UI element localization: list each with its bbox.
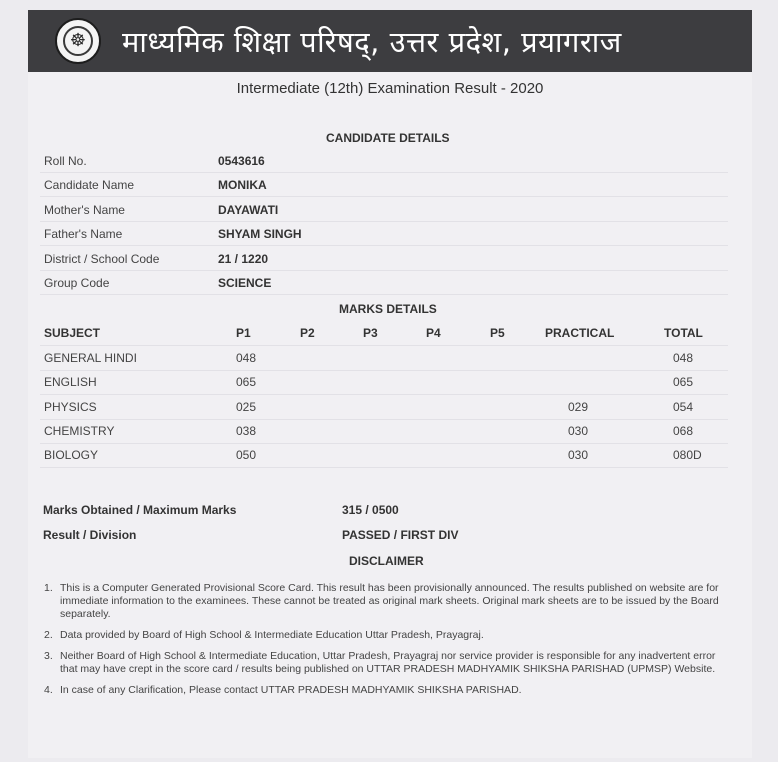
field-value: SHYAM SINGH <box>218 227 302 241</box>
candidate-row-roll-no <box>40 150 728 173</box>
list-item: 3. Neither Board of High School & Intermediate Education, Uttar Pradesh, Prayagraj nor service provider is responsible for any inadvertent error that may have crept in the score card / results being published on UTTAR PRADESH MADHYAMIK SHIKSHA PARISHAD (UPMSP) Website. <box>44 650 716 675</box>
subject-cell: GENERAL HINDI <box>44 351 137 365</box>
marks-obtained-value: 315 / 0500 <box>342 503 399 517</box>
practical-cell: 030 <box>568 424 589 438</box>
candidate-row-father <box>40 223 728 246</box>
table-row <box>40 395 728 420</box>
p1-cell: 048 <box>236 351 257 365</box>
header-total: TOTAL <box>664 326 703 340</box>
header-p5: P5 <box>490 326 505 340</box>
result-division-value: PASSED / FIRST DIV <box>342 528 459 542</box>
marks-details-heading: MARKS DETAILS <box>339 302 437 316</box>
header-practical: PRACTICAL <box>545 326 615 340</box>
header-subject: SUBJECT <box>44 326 101 340</box>
list-item: 2. Data provided by Board of High School & Intermediate Education Uttar Pradesh, Prayagraj. <box>44 629 484 641</box>
practical-cell: 030 <box>568 448 589 462</box>
marks-header-row <box>40 321 728 346</box>
total-cell: 048 <box>673 351 694 365</box>
table-row <box>40 443 728 468</box>
candidate-row-group <box>40 272 728 295</box>
candidate-details-heading: CANDIDATE DETAILS <box>326 131 450 145</box>
disclaimer-text: In case of any Clarification, Please contact UTTAR PRADESH MADHYAMIK SHIKSHA PARISHAD. <box>60 684 522 696</box>
board-emblem-icon: ☸ <box>55 18 101 64</box>
page-title: Intermediate (12th) Examination Result - 2020 <box>236 80 544 97</box>
total-cell: 068 <box>673 424 694 438</box>
table-row <box>40 346 728 371</box>
marks-summary-row <box>43 500 733 522</box>
field-label: Mother's Name <box>44 203 125 217</box>
header-p2: P2 <box>300 326 315 340</box>
list-item: 4. In case of any Clarification, Please contact UTTAR PRADESH MADHYAMIK SHIKSHA PARISHAD. <box>44 684 522 696</box>
field-value: 0543616 <box>218 154 265 168</box>
disclaimer-text: This is a Computer Generated Provisional Score Card. This result has been provisionally announced. The results published on website are for immediate information to the examinees. These cannot be treated as original mark sheets. Original mark sheets are to be issued by the Board separately. <box>60 582 719 620</box>
disclaimer-text: Neither Board of High School & Intermediate Education, Uttar Pradesh, Prayagraj nor service provider is responsible for any inadvertent error that may have crept in the score card / results being published on UTTAR PRADESH MADHYAMIK SHIKSHA PARISHAD (UPMSP) Website. <box>60 650 716 675</box>
total-cell: 054 <box>673 400 694 414</box>
result-row <box>43 525 733 547</box>
p1-cell: 065 <box>236 375 257 389</box>
header-p4: P4 <box>426 326 441 340</box>
subject-cell: CHEMISTRY <box>44 424 115 438</box>
list-item: 1. This is a Computer Generated Provisional Score Card. This result has been provisionally announced. The results published on website are for immediate information to the examinees. These cannot be treated as original mark sheets. Original mark sheets are to be issued by the Board separately. <box>44 582 719 620</box>
p1-cell: 025 <box>236 400 257 414</box>
field-label: Candidate Name <box>44 178 135 192</box>
result-division-label: Result / Division <box>43 528 137 542</box>
marks-obtained-label: Marks Obtained / Maximum Marks <box>43 503 237 517</box>
field-label: Group Code <box>44 276 110 290</box>
result-sheet <box>28 10 752 758</box>
header-banner <box>28 10 752 72</box>
disclaimer-list <box>44 582 734 705</box>
header-p1: P1 <box>236 326 251 340</box>
p1-cell: 038 <box>236 424 257 438</box>
field-value: SCIENCE <box>218 276 272 290</box>
table-row <box>40 419 728 444</box>
table-row <box>40 370 728 395</box>
board-name: माध्यमिक शिक्षा परिषद्, उत्तर प्रदेश, प्रयागराज <box>122 25 622 59</box>
candidate-row-name <box>40 174 728 197</box>
disclaimer-text: Data provided by Board of High School & Intermediate Education Uttar Pradesh, Prayagraj. <box>60 629 484 641</box>
candidate-row-mother <box>40 199 728 222</box>
field-value: 21 / 1220 <box>218 252 269 266</box>
field-label: Father's Name <box>44 227 123 241</box>
field-value: MONIKA <box>218 178 267 192</box>
field-value: DAYAWATI <box>218 203 279 217</box>
field-label: District / School Code <box>44 252 160 266</box>
field-label: Roll No. <box>44 154 87 168</box>
total-cell: 065 <box>673 375 694 389</box>
p1-cell: 050 <box>236 448 257 462</box>
disclaimer-heading: DISCLAIMER <box>349 554 424 568</box>
subject-cell: BIOLOGY <box>44 448 99 462</box>
subject-cell: ENGLISH <box>44 375 97 389</box>
subject-cell: PHYSICS <box>44 400 97 414</box>
candidate-row-district <box>40 248 728 271</box>
header-p3: P3 <box>363 326 378 340</box>
practical-cell: 029 <box>568 400 589 414</box>
total-cell: 080D <box>673 448 702 462</box>
